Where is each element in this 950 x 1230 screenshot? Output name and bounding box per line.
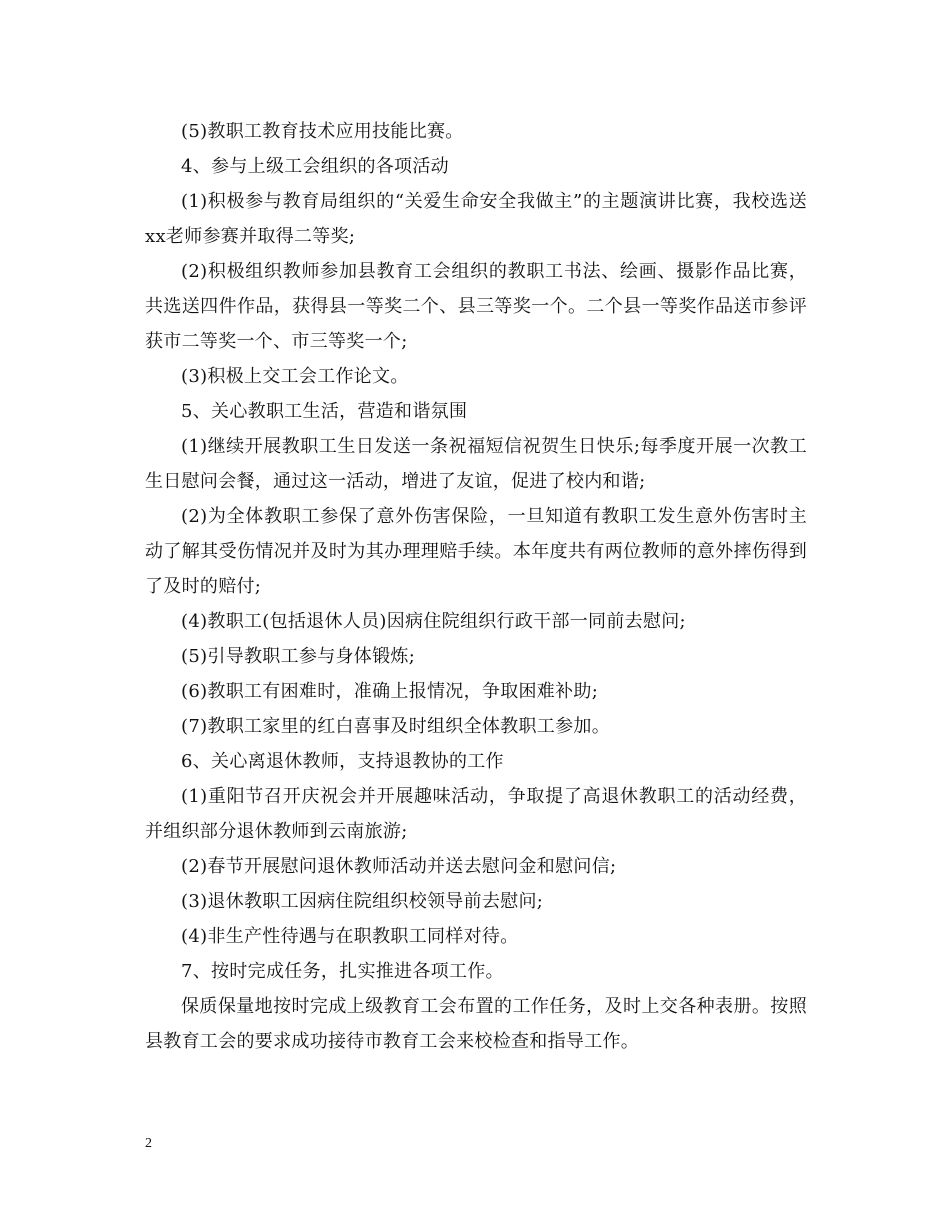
paragraph-family-events: (7)教职工家里的红白喜事及时组织全体教职工参加。 xyxy=(181,716,610,737)
paragraph-item-5-skills-contest: (5)教职工教育技术应用技能比赛。 xyxy=(181,121,464,142)
paragraph-accident-insurance: (2)为全体教职工参保了意外伤害保险，一旦知道有教职工发生意外伤害时主动了解其受伤情况并及时为其办理理赔手续。本年度共有两位教师的意外摔伤得到了及时的赔付; xyxy=(145,506,807,597)
document-body xyxy=(145,114,807,1059)
page-number: 2 xyxy=(145,1136,152,1151)
paragraph-equal-treatment: (4)非生产性待遇与在职教职工同样对待。 xyxy=(181,926,519,947)
paragraph-complete-tasks: 保质保量地按时完成上级教育工会布置的工作任务，及时上交各种表册。按照县教育工会的要求成功接待市教育工会来校检查和指导工作。 xyxy=(145,996,807,1052)
paragraph-hospital-visits: (4)教职工(包括退休人员)因病住院组织行政干部一同前去慰问; xyxy=(181,611,686,632)
paragraph-hardship-aid: (6)教职工有困难时，准确上报情况，争取困难补助; xyxy=(181,681,599,702)
paragraph-physical-exercise: (5)引导教职工参与身体锻炼; xyxy=(181,646,416,667)
section-heading-5: 5、关心教职工生活，营造和谐氛围 xyxy=(181,401,468,422)
section-heading-7: 7、按时完成任务，扎实推进各项工作。 xyxy=(181,961,504,982)
paragraph-birthday-wishes: (1)继续开展教职工生日发送一条祝福短信祝贺生日快乐;每季度开展一次教工生日慰问会餐，通过这一活动，增进了友谊，促进了校内和谐; xyxy=(145,436,807,492)
paragraph-spring-festival: (2)春节开展慰问退休教师活动并送去慰问金和慰问信; xyxy=(181,856,617,877)
paragraph-union-papers: (3)积极上交工会工作论文。 xyxy=(181,366,409,387)
paragraph-retiree-hospital: (3)退休教职工因病住院组织校领导前去慰问; xyxy=(181,891,544,912)
paragraph-double-ninth: (1)重阳节召开庆祝会并开展趣味活动，争取提了高退休教职工的活动经费，并组织部分退休教师到云南旅游; xyxy=(145,786,807,842)
paragraph-speech-contest: (1)积极参与教育局组织的“关爱生命安全我做主”的主题演讲比赛，我校选送xx老师参赛并取得二等奖; xyxy=(145,191,807,247)
section-heading-6: 6、关心离退休教师，支持退教协的工作 xyxy=(181,751,504,772)
paragraph-art-contest: (2)积极组织教师参加县教育工会组织的教职工书法、绘画、摄影作品比赛，共选送四件作品，获得县一等奖二个、县三等奖一个。二个县一等奖作品送市参评获市二等奖一个、市三等奖一个; xyxy=(145,261,807,352)
section-heading-4: 4、参与上级工会组织的各项活动 xyxy=(181,156,449,177)
